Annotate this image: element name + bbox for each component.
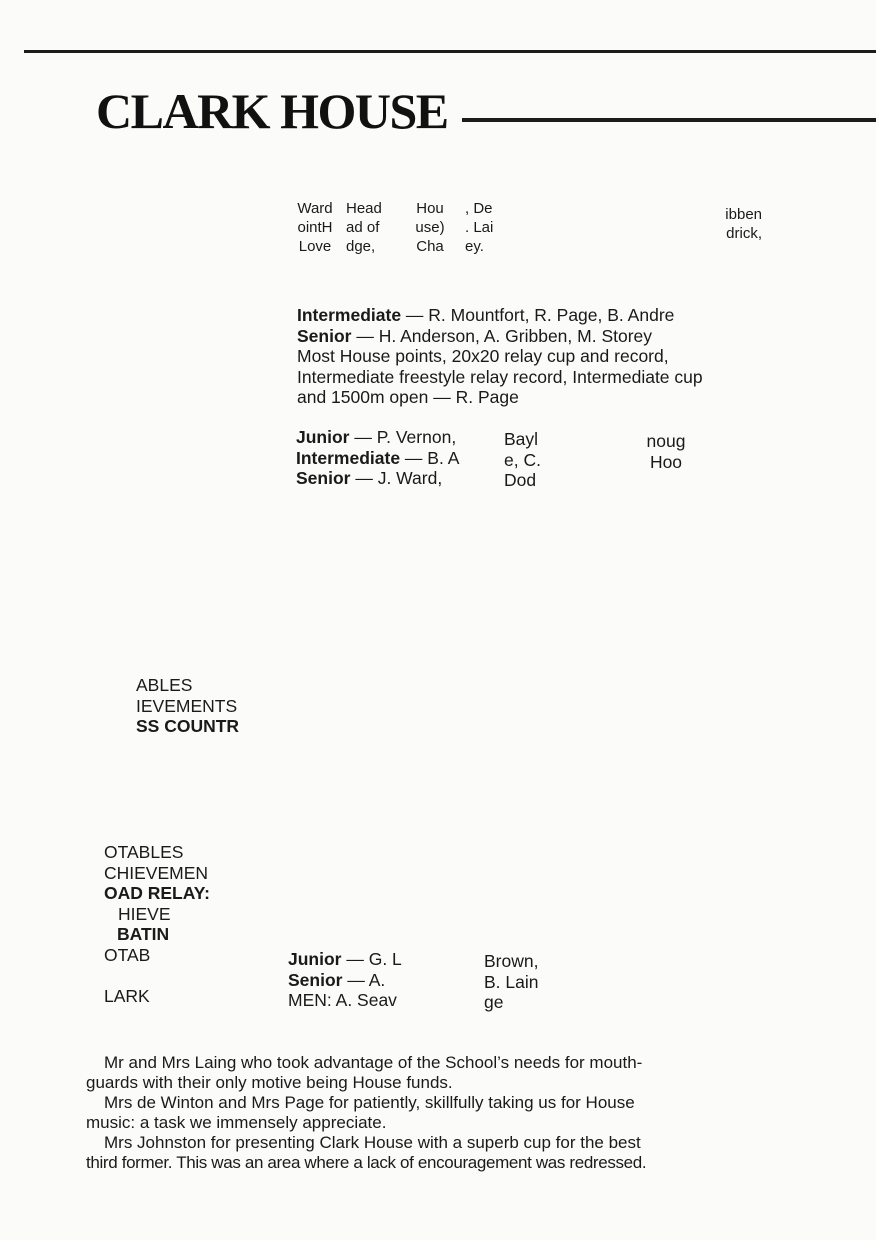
fragment-column: , De . Lai ey. [465,200,494,255]
fragment-column: Ward ointH Love [297,200,333,255]
athletics-column: Bayl e, C. Dod [504,429,541,490]
title-rule [462,118,876,122]
section-heading: SS COUNTR [136,716,240,736]
result-line: Junior — G. L [288,949,402,969]
acknowledgements: Mr and Mrs Laing who took advantage of the School’s needs for mouth- guards with their only motive being House funds. Mrs de Winton and Mrs Page for patiently, skillfully taking us for House music: a task we immensely appreciate. Mrs Johnston for presenting Clark House with a superb cup for the best third former. This was an area where a lack of encouragement was redressed. [86,1053,647,1172]
road-relay-section: OTABLES CHIEVEMEN OAD RELAY: HIEVE BATIN OTAB LARK [104,842,210,1006]
cross-country-section: ABLES IEVEMENTS SS COUNTR [136,675,240,736]
section-subheading: BATIN [117,924,170,944]
result-line: Intermediate — B. A [296,447,460,468]
result-line: Senior — A. [288,969,386,990]
result-line: Senior — H. Anderson, A. Gribben, M. Storey [297,325,653,346]
result-line: Senior — J. Ward, [296,468,443,488]
record-line: Intermediate freestyle relay record, Intermediate cup [297,366,703,387]
page-title: CLARK HOUSE [96,83,448,139]
fragment-column: ibben drick, [725,206,762,242]
section-heading: OAD RELAY: [104,883,210,903]
record-line: and 1500m open — R. Page [297,387,519,407]
athletics-column: noug Hoo [646,431,686,472]
road-relay-results [288,949,402,1011]
road-relay-column: Brown, B. Lain ge [484,951,539,1012]
result-line: MEN: A. Seav [288,990,397,1010]
swimming-results [297,305,703,408]
top-rule [24,50,876,53]
result-line: Intermediate — R. Mountfort, R. Page, B. Andre [297,305,675,325]
fragment-column: Hou use) Cha [415,200,445,255]
result-line: Junior — P. Vernon, [296,427,457,447]
fragment-column: Head ad of dge, [346,200,382,255]
record-line: Most House points, 20x20 relay cup and record, [297,346,669,366]
athletics-results [296,427,459,489]
